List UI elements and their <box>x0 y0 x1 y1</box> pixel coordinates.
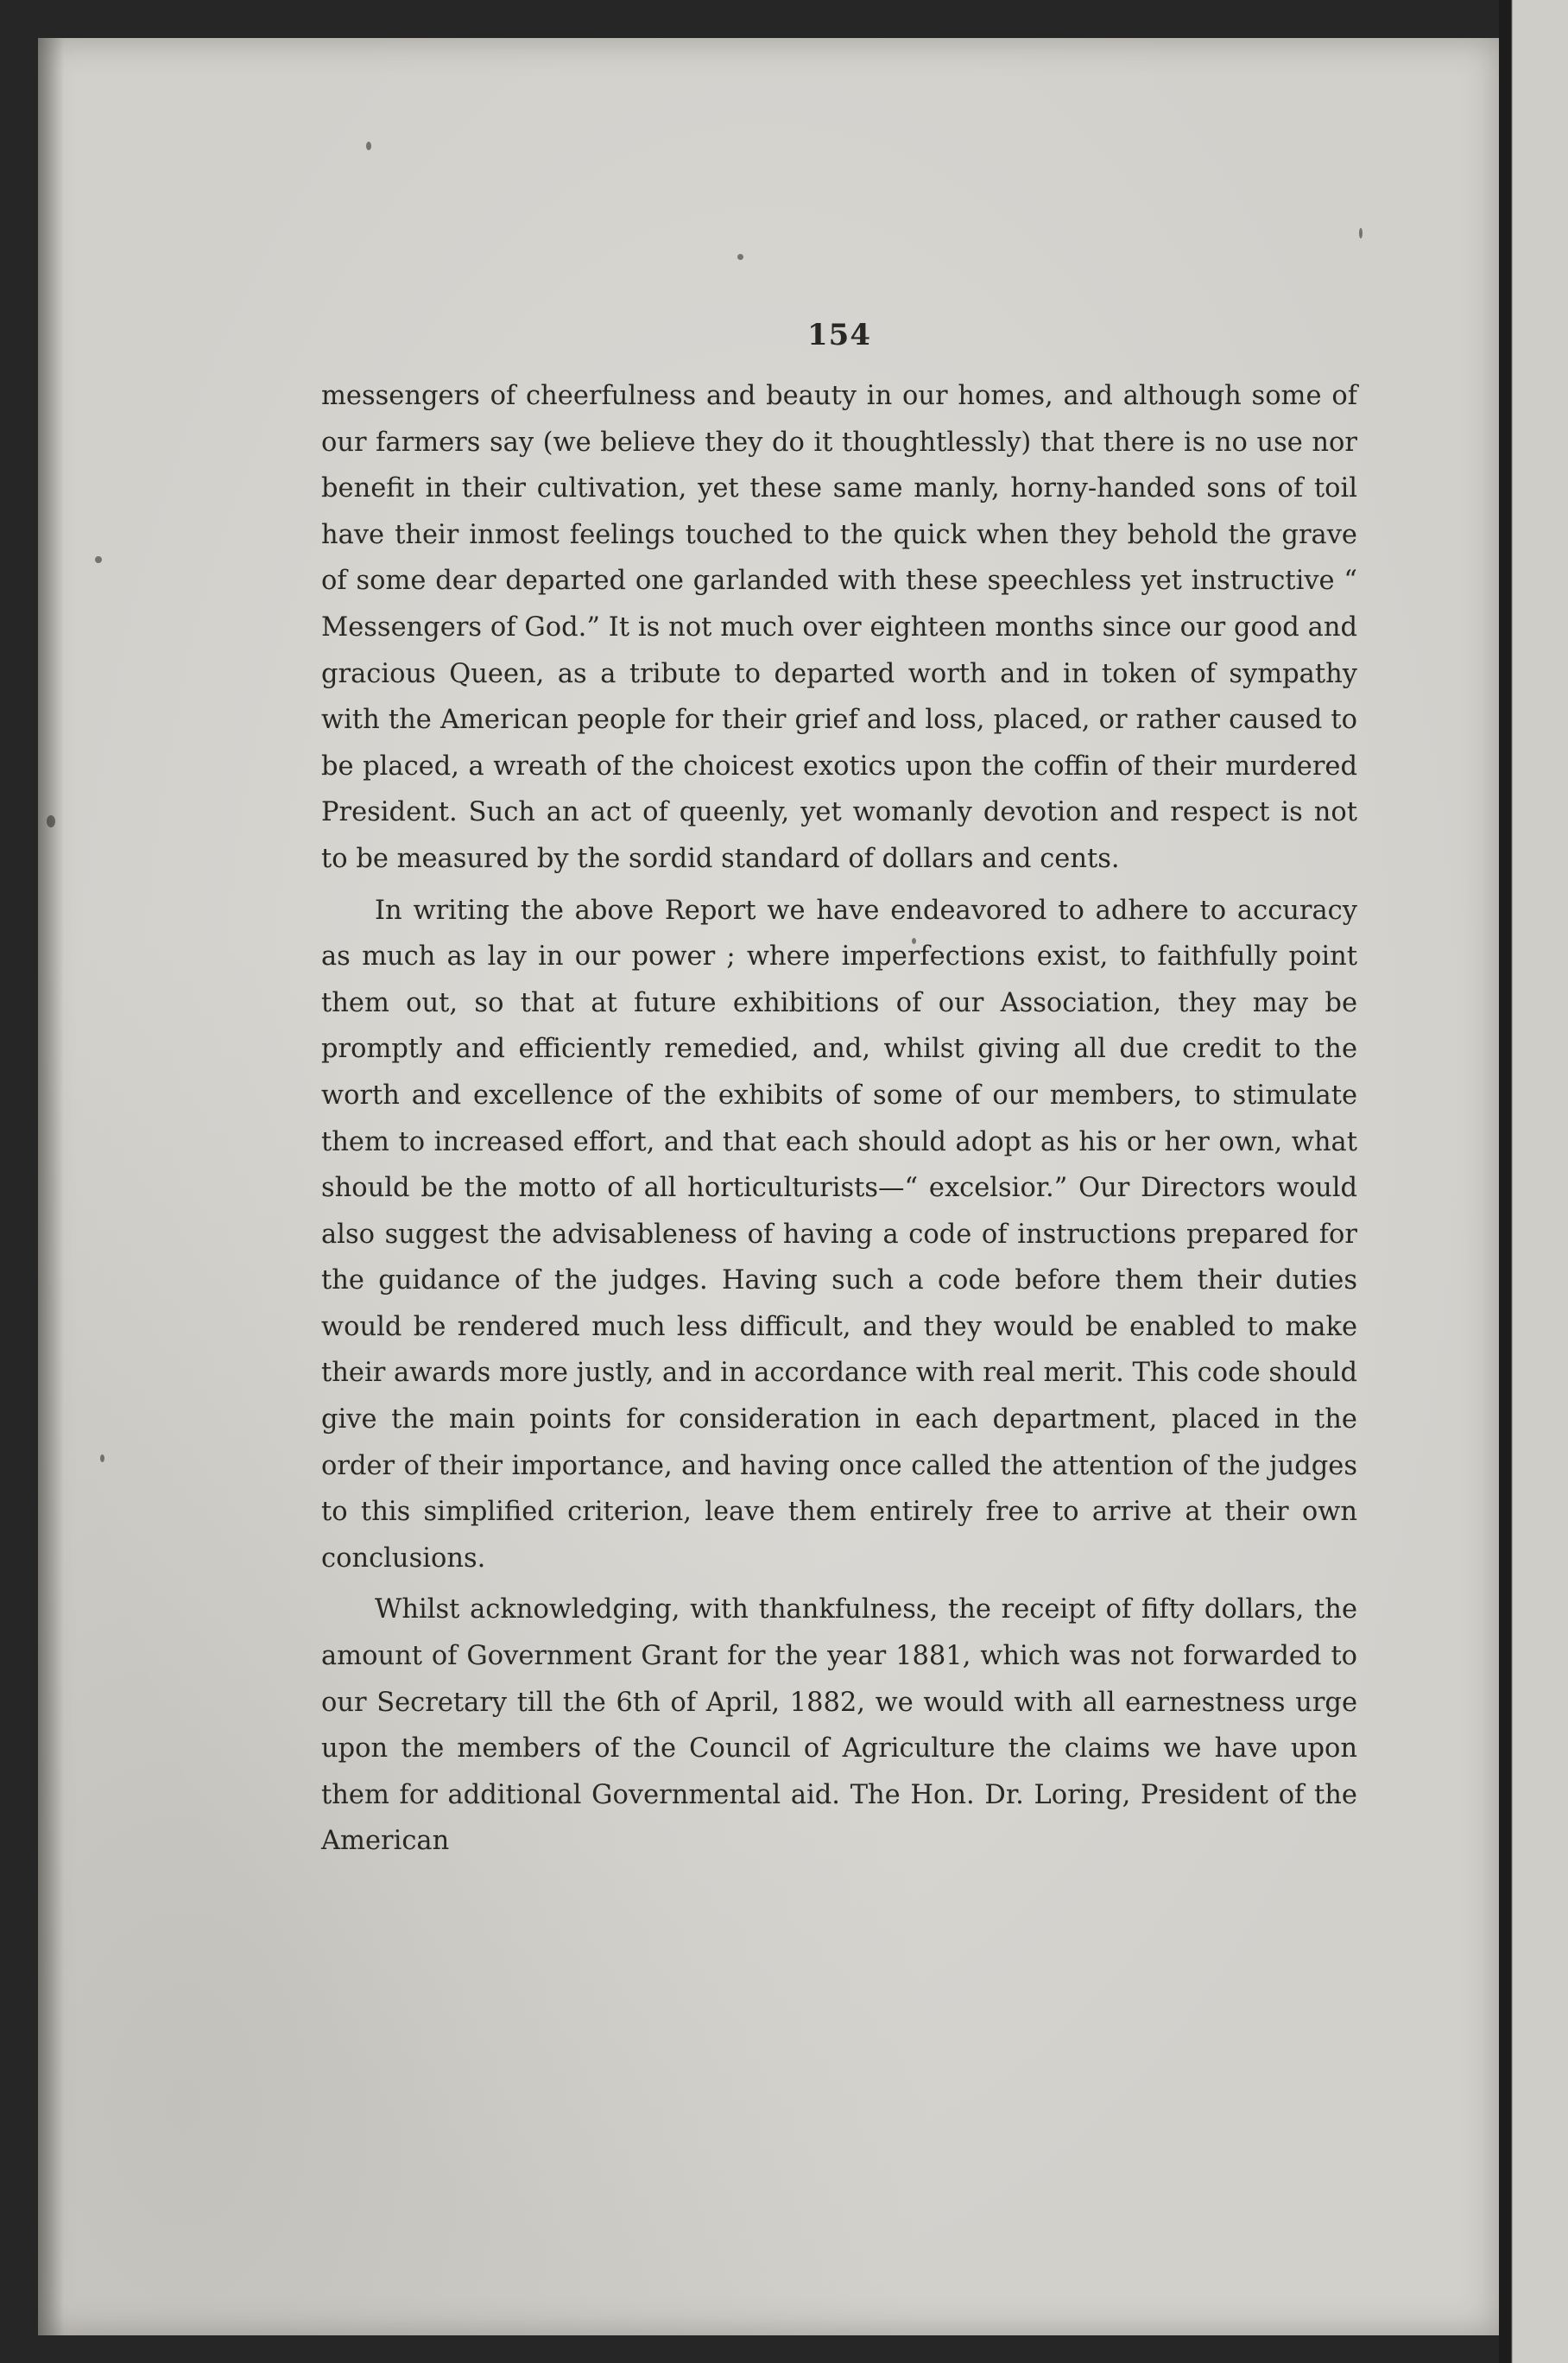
scan-speck <box>737 254 743 260</box>
scan-speck <box>366 142 371 150</box>
paragraph-2: In writing the above Report we have endeavored to adhere to accuracy as much as lay in our power ; where imperfections exist, to faithfully point them out, so that at future exhibitions of our Association, they may be promptly and efficiently remedied, and, whilst giving all due credit to the worth and excellence of the exhibits of some of our members, to stimulate them to increased effort, and that each should adopt as his or her own, what should be the motto of all horticulturists—“ excelsior.” Our Directors would also suggest the advisableness of having a code of instructions prepared for the guidance of the judges. Having such a code before them their duties would be rendered much less difficult, and they would be enabled to make their awards more justly, and in accordance with real merit. This code should give the main points for consideration in each department, placed in the order of their importance, and having once called the attention of the judges to this simplified criterion, leave them entirely free to arrive at their own conclusions. <box>321 895 1357 1574</box>
scan-speck <box>47 815 55 827</box>
scan-speck <box>100 1454 104 1462</box>
page-text-block <box>321 271 1357 1865</box>
scan-speck <box>95 556 102 563</box>
paragraph-3: Whilst acknowledging, with thankfulness, the receipt of fifty dollars, the amount of Government Grant for the year 1881, which was not forwarded to our Secretary till the 6th of April, 1882, we would with all earnestness urge upon the members of the Council of Agriculture the claims we have upon them for additional Governmental aid. The Hon. Dr. Loring, President of the American <box>321 1594 1357 1857</box>
paragraph-1: messengers of cheerfulness and beauty in our homes, and although some of our farmers say (we believe they do it thoughtlessly) that there is no use nor benefit in their cultivation, yet these same manly, horny-handed sons of toil have their inmost feelings touched to the quick when they behold the grave of some dear departed one garlanded with these speechless yet instructive “ Messengers of God.” It is not much over eighteen months since our good and gracious Queen, as a tribute to departed worth and in token of sympathy with the American people for their grief and loss, placed, or rather caused to be placed, a wreath of the choicest exotics upon the coffin of their murdered President. Such an act of queenly, yet womanly devotion and respect is not to be measured by the sordid standard of dollars and cents. <box>321 381 1357 874</box>
page-number: 154 <box>807 318 871 352</box>
scan-speck <box>1359 228 1363 238</box>
binding-shadow <box>38 38 64 2335</box>
book-page <box>38 38 1499 2335</box>
adjacent-page-edge <box>1499 0 1568 2363</box>
